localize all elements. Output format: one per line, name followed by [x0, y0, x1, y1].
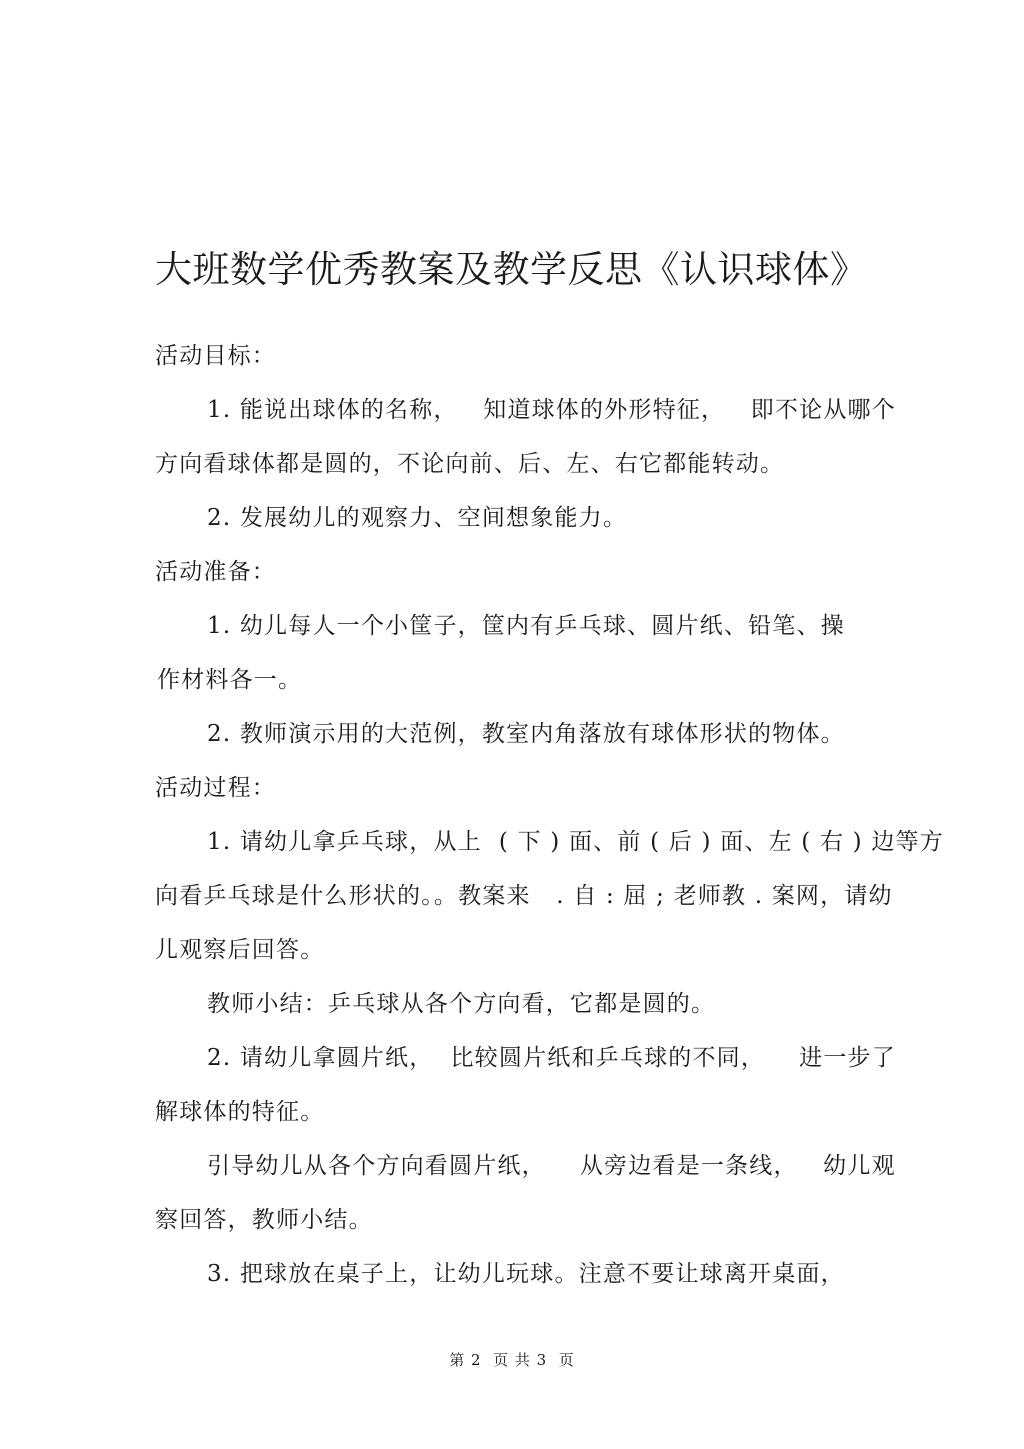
page-footer: 第 2 页 共 3 页: [449, 1351, 575, 1369]
paragraph-line: 2. 教师演示用的大范例，教室内角落放有球体形状的物体。: [207, 721, 845, 747]
section-heading-goals: 活动目标：: [155, 343, 276, 369]
section-heading-preparation: 活动准备：: [155, 559, 276, 585]
paragraph-line: 教师小结：乒乓球从各个方向看，它都是圆的。: [207, 991, 716, 1017]
paragraph-line: 1. 幼儿每人一个小筐子，筐内有乒乓球、圆片纸、铅笔、操: [207, 613, 845, 639]
paragraph-line: 察回答，教师小结。: [155, 1207, 373, 1233]
paragraph-line: 1. 请幼儿拿乒乓球，从上 ( 下 ) 面、前 ( 后 ) 面、左 ( 右 ) 边等方: [207, 829, 944, 855]
paragraph-line: 向看乒乓球是什么形状的。。教案来 . 自 : 屈 ; 老师教 . 案网，请幼: [155, 883, 893, 909]
section-heading-process: 活动过程：: [155, 775, 276, 801]
paragraph-line: 引导幼儿从各个方向看圆片纸， 从旁边看是一条线， 幼儿观: [207, 1153, 896, 1179]
paragraph-line: 解球体的特征。: [155, 1099, 325, 1125]
paragraph-line: 方向看球体都是圆的，不论向前、后、左、右它都能转动。: [155, 451, 785, 477]
document-title: 大班数学优秀教案及教学反思《认识球体》: [155, 248, 868, 291]
paragraph-line: 作材料各一。: [157, 667, 303, 693]
paragraph-line: 2. 发展幼儿的观察力、空间想象能力。: [207, 505, 628, 531]
paragraph-line: 儿观察后回答。: [155, 937, 325, 963]
paragraph-line: 3. 把球放在桌子上，让幼儿玩球。注意不要让球离开桌面，: [207, 1261, 845, 1287]
paragraph-line: 1. 能说出球体的名称， 知道球体的外形特征， 即不论从哪个: [207, 397, 896, 423]
paragraph-line: 2. 请幼儿拿圆片纸， 比较圆片纸和乒乓球的不同， 进一步了: [207, 1045, 896, 1071]
